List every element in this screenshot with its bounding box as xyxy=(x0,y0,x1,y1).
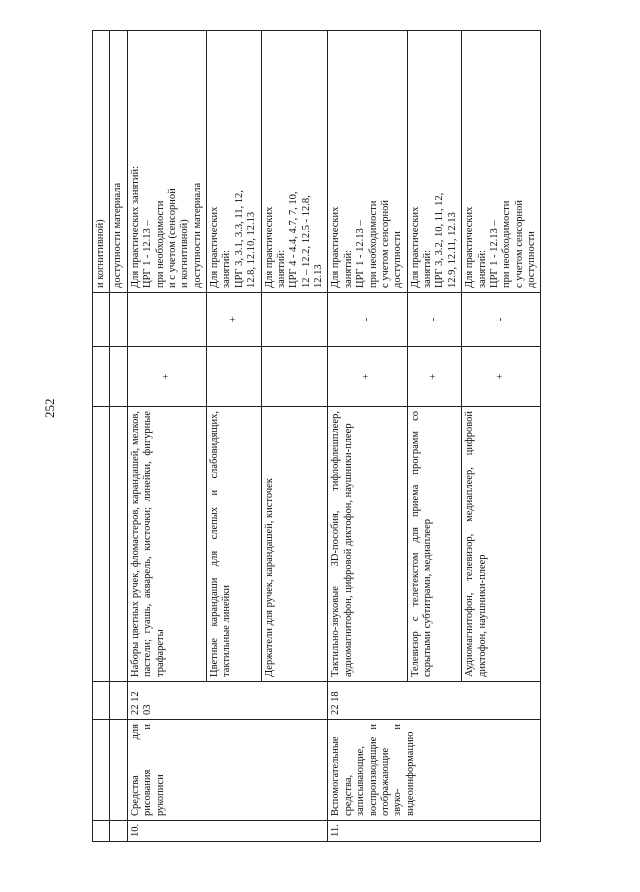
page-number: 252 xyxy=(42,398,57,418)
category-code: 22 12 03 xyxy=(127,682,328,720)
equipment-table xyxy=(92,30,541,842)
note-line: занятий: xyxy=(342,249,354,288)
mark-cell: + xyxy=(462,347,541,407)
category-name: Вспомогательные средства, записывающие, воспроизводящие и отображающие звуко- и видеоинформацию xyxy=(328,720,541,821)
note-line: ЦРГ 4 - 4.4, 4.7, 7, 10, xyxy=(288,191,300,288)
product-list: Цветные карандаши для слепых и слабовидящих, тактильные линейки xyxy=(207,407,262,682)
note-line: доступности xyxy=(526,231,537,288)
mark-cell: + xyxy=(328,347,407,407)
note-line: при необходимости xyxy=(367,200,379,288)
note-cell xyxy=(462,31,541,293)
note-line: занятий: xyxy=(275,249,287,288)
note-line: доступности xyxy=(392,231,404,288)
note-line: доступности материала xyxy=(191,182,203,288)
note-line: занятий: xyxy=(422,249,433,288)
category-name: Средства для рисования и рукописи xyxy=(127,720,328,821)
note-line: при необходимости xyxy=(154,200,166,288)
product-list: Тактильно-звуковые 3D-пособия, тифлофлешплеер, аудиомагнитофон, цифровой диктофон, наушники-плеер xyxy=(328,407,407,682)
mark-cell: - xyxy=(328,293,407,347)
table-row xyxy=(127,31,206,842)
note-line: Для практических xyxy=(464,206,476,288)
note-line: ЦРГ 3, 3.1, 3.3, 11, 12, xyxy=(233,190,245,288)
mark-cell xyxy=(261,293,328,347)
note-cell xyxy=(407,31,462,293)
note-cell xyxy=(207,31,262,293)
note-line: занятий: xyxy=(476,249,488,288)
note-line: 12.9, 12.11, 12.13 xyxy=(446,212,458,288)
note-line: Для практических занятий: xyxy=(129,165,141,288)
table-row xyxy=(93,31,110,842)
product-list: Держатели для ручек, карандашей, кисточек xyxy=(261,407,328,682)
note-line: ЦРГ 1 - 12.13 – xyxy=(488,220,500,288)
note-cell xyxy=(328,31,407,293)
table-row xyxy=(110,31,127,842)
note-line: ЦРГ 3, 3.2, 10, 11, 12, xyxy=(434,192,446,288)
mark-cell: - xyxy=(462,293,541,347)
note-cell: доступности материала xyxy=(110,31,127,293)
note-line: 12.8, 12.10, 12.13 xyxy=(246,211,258,288)
note-cell: и когнитивной) xyxy=(93,31,110,293)
mark-cell xyxy=(207,347,262,407)
note-line: Для практических xyxy=(263,206,275,288)
note-line: и с учетом (сенсорной xyxy=(166,188,178,288)
note-line: 12 – 12.2, 12.5 - 12.8, xyxy=(300,195,312,288)
row-number: 11. xyxy=(328,821,541,842)
note-line: Для практических xyxy=(409,206,421,288)
note-line: с учетом сенсорной xyxy=(513,200,525,288)
note-line: при необходимости xyxy=(501,200,513,288)
note-line: ЦРГ 1 - 12.13 – xyxy=(142,220,154,288)
note-cell xyxy=(261,31,328,293)
note-cell xyxy=(127,31,206,293)
row-number: 10. xyxy=(127,821,328,842)
mark-cell: + xyxy=(127,347,206,407)
note-line: Для практических xyxy=(209,206,220,288)
document-table-rotated xyxy=(92,30,637,842)
note-line: и когнитивной) xyxy=(179,219,191,288)
mark-cell: + xyxy=(207,293,262,347)
table-row xyxy=(328,31,407,842)
note-line: занятий: xyxy=(221,249,233,288)
mark-cell xyxy=(261,347,328,407)
mark-cell: + xyxy=(407,347,462,407)
note-line: 12.13 xyxy=(313,264,324,288)
note-line: с учетом сенсорной xyxy=(379,200,391,288)
note-line: Для практических xyxy=(330,206,342,288)
mark-cell xyxy=(127,293,206,347)
note-line: ЦРГ 1 - 12.13 – xyxy=(355,220,367,288)
mark-cell: - xyxy=(407,293,462,347)
product-list: Аудиомагнитофон, телевизор, медиаплеер, цифровой диктофон, наушники-плеер xyxy=(462,407,541,682)
product-list: Наборы цветных ручек, фломастеров, карандашей, мелков, пастели; гуашь, акварель, кисточки; линейки, фигурные трафареты xyxy=(127,407,206,682)
product-list: Телевизор с телетекстом для приема программ со скрытыми субтитрами, медиаплеер xyxy=(407,407,462,682)
category-code: 22 18 xyxy=(328,682,541,720)
